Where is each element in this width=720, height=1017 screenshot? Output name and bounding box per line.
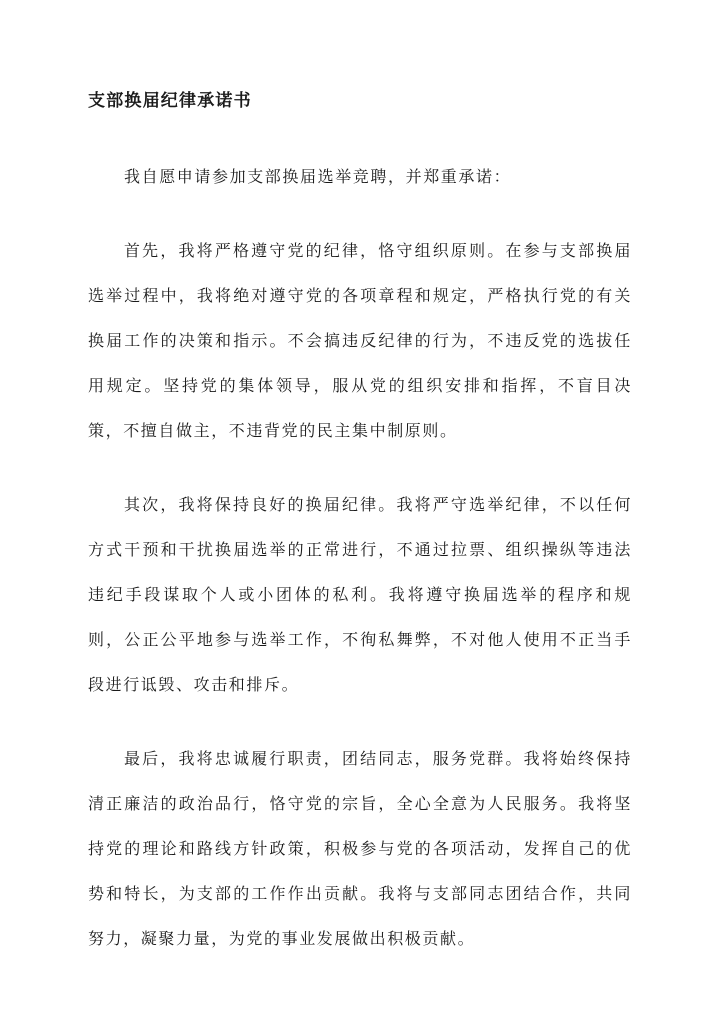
paragraph-first: 首先，我将严格遵守党的纪律，恪守组织原则。在参与支部换届选举过程中，我将绝对遵守党的各项章程和规定，严格执行党的有关换届工作的决策和指示。不会搞违反纪律的行为，不违反党的选拔任用规定。坚持党的集体领导，服从党的组织安排和指挥，不盲目决策，不擅自做主，不违背党的民主集中制原则。 [88, 241, 632, 440]
paragraph-second: 其次，我将保持良好的换届纪律。我将严守选举纪律，不以任何方式干预和干扰换届选举的正常进行，不通过拉票、组织操纵等违法违纪手段谋取个人或小团体的私利。我将遵守换届选举的程序和规则，公正公平地参与选举工作，不徇私舞弊，不对他人使用不正当手段进行诋毁、攻击和排斥。 [88, 495, 632, 694]
document-title: 支部换届纪律承诺书 [88, 91, 252, 111]
intro-paragraph: 我自愿申请参加支部换届选举竞聘，并郑重承诺： [124, 167, 512, 186]
paragraph-third: 最后，我将忠诚履行职责，团结同志，服务党群。我将始终保持清正廉洁的政治品行，恪守党的宗旨，全心全意为人民服务。我将坚持党的理论和路线方针政策，积极参与党的各项活动，发挥自己的优势和特长，为支部的工作作出贡献。我将与支部同志团结合作，共同努力，凝聚力量，为党的事业发展做出积极贡献。 [88, 749, 632, 948]
